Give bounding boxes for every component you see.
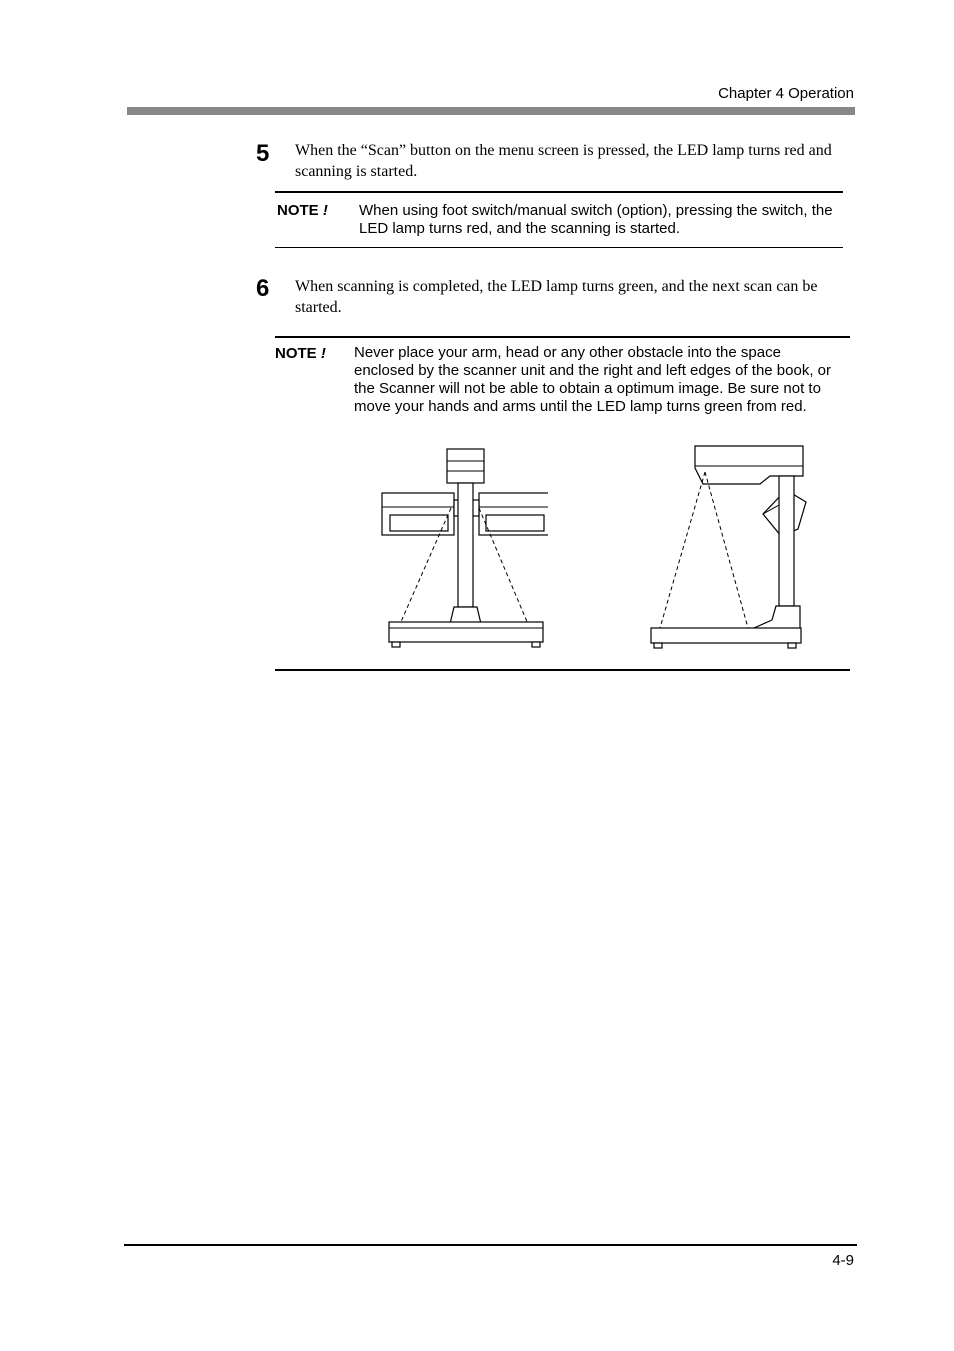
camera-head: [447, 449, 484, 483]
side-pole: [779, 476, 794, 606]
scanner-front-view-figure: [378, 444, 548, 656]
note-2-top-rule: [275, 336, 850, 338]
note-1-bottom-rule: [275, 247, 843, 248]
note-2-bottom-rule: [275, 669, 850, 671]
note-1-exclamation-icon: !: [322, 202, 328, 219]
note-1-label: [277, 202, 328, 219]
step-number-6: 6: [256, 275, 270, 302]
note-2-exclamation-icon: !: [320, 345, 326, 362]
page-number: 4-9: [832, 1252, 854, 1269]
scanner-side-view-figure: [648, 444, 808, 656]
note-1-label-text: NOTE: [277, 202, 319, 219]
footer-rule: [124, 1244, 857, 1246]
chapter-header: Chapter 4 Operation: [718, 85, 854, 102]
note-2-label: [275, 345, 326, 362]
note-2-label-text: NOTE: [275, 345, 317, 362]
step-5-text: When the “Scan” button on the menu screen is pressed, the LED lamp turns red and scanning is started.: [295, 142, 832, 180]
header-bar: [127, 107, 855, 115]
side-base-plate: [651, 628, 801, 643]
note-1-text: When using foot switch/manual switch (option), pressing the switch, the LED lamp turns red, and the scanning is started.: [359, 202, 833, 237]
step-6-text: When scanning is completed, the LED lamp turns green, and the next scan can be started.: [295, 278, 818, 316]
step-number-5: 5: [256, 140, 270, 167]
pole: [458, 483, 473, 607]
note-2-text: Never place your arm, head or any other obstacle into the space enclosed by the scanner unit and the right and left edges of the book, or the Scanner will not be able to obtain a optimum image. Be sure not to move your hands and arms until the LED lamp turns green from red.: [354, 344, 831, 415]
base-plate: [389, 622, 543, 642]
note-1-top-rule: [275, 191, 843, 193]
